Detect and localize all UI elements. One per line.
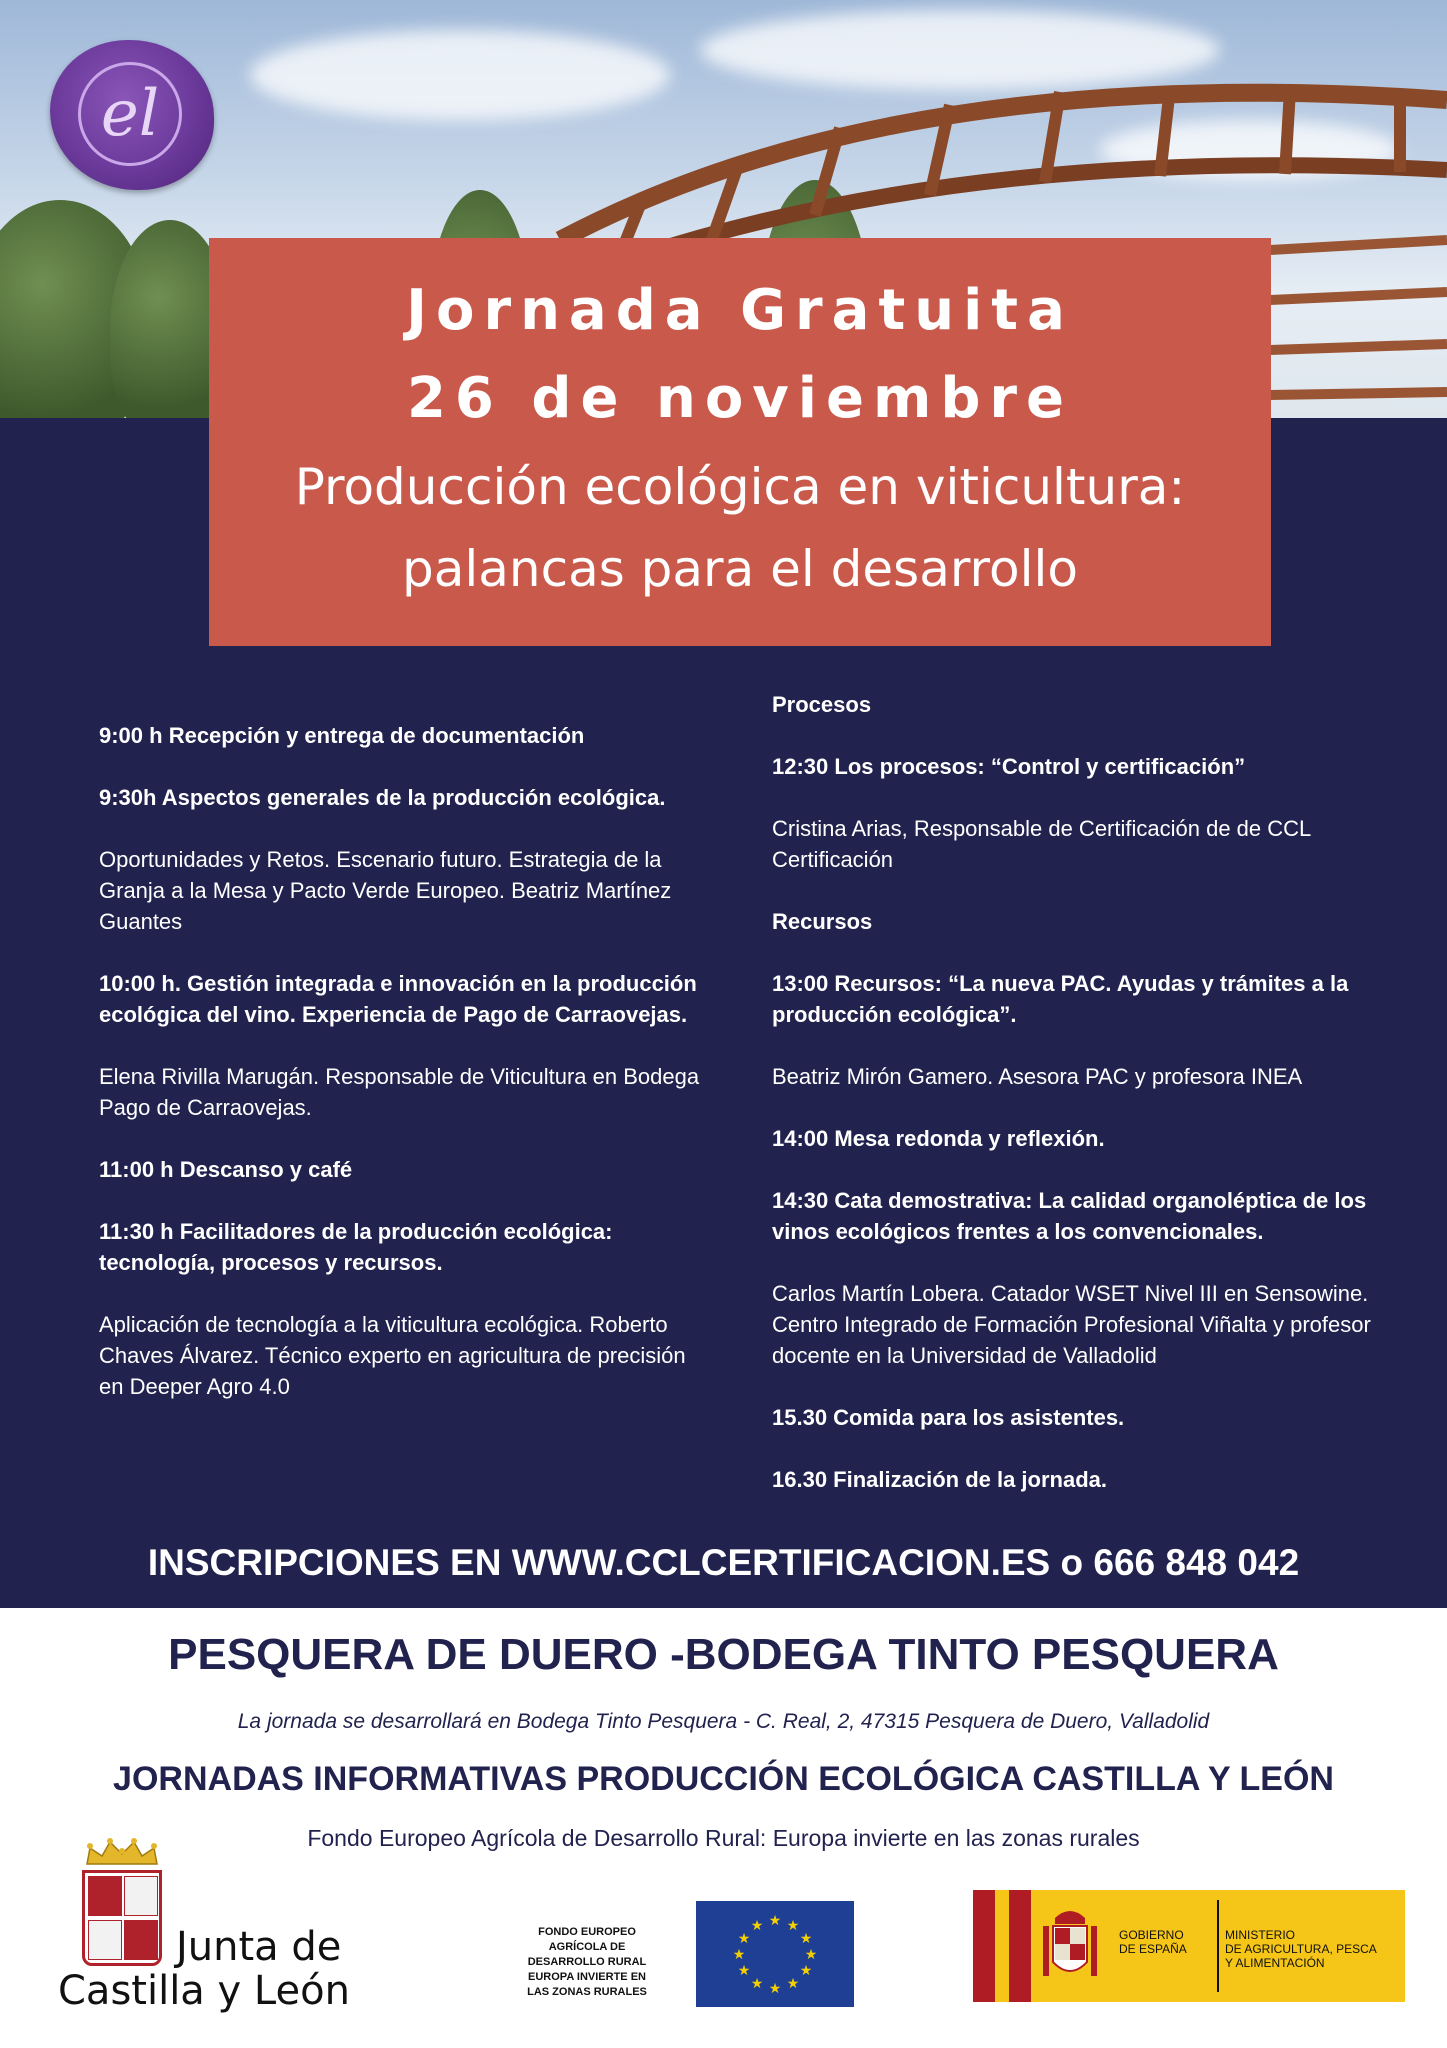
svg-text:★: ★ xyxy=(804,1946,818,1962)
svg-text:★: ★ xyxy=(750,1975,764,1991)
crown-icon xyxy=(82,1836,162,1866)
fund-line: Fondo Europeo Agrícola de Desarrollo Rural: Europa invierte en las zonas rurales xyxy=(307,1825,1140,1851)
program-item: 16.30 Finalización de la jornada. xyxy=(772,1467,1108,1492)
section-heading: Recursos xyxy=(772,909,873,934)
feader-line: LAS ZONAS RURALES xyxy=(527,1986,647,1998)
feader-line: EUROPA INVIERTE EN xyxy=(528,1971,646,1983)
svg-text:★: ★ xyxy=(737,1930,751,1946)
program-item: Oportunidades y Retos. Escenario futuro. Estrategia de la Granja a la Mesa y Pacto Verde Europeo. Beatriz Martínez Guantes xyxy=(99,847,672,934)
eu-flag-icon xyxy=(696,1901,854,2007)
venue-address: La jornada se desarrollará en Bodega Tinto Pesquera - C. Real, 2, 47315 Pesquera de Duero, Valladolid xyxy=(237,1710,1210,1733)
program-item: 12:30 Los procesos: “Control y certificación” xyxy=(772,754,1246,779)
event-subtitle-line1: Producción ecológica en viticultura: xyxy=(294,458,1186,516)
svg-text:★: ★ xyxy=(768,1912,782,1928)
feader-line: AGRÍCOLA DE xyxy=(548,1941,626,1953)
program-item: 9:30h Aspectos generales de la producción ecológica. xyxy=(99,785,666,810)
event-subtitle-line2: palancas para el desarrollo xyxy=(402,540,1078,598)
event-title: Jornada Gratuita xyxy=(406,278,1074,343)
program-item: Cristina Arias, Responsable de Certificación de de CCL Certificación xyxy=(772,816,1311,872)
gobierno-line: GOBIERNO xyxy=(1119,1928,1184,1942)
program-item: Aplicación de tecnología a la viticultura ecológica. Roberto Chaves Álvarez. Técnico experto en agricultura de precisión en Deeper Agro 4.0 xyxy=(99,1312,686,1399)
ministerio-line: Y ALIMENTACIÓN xyxy=(1225,1956,1325,1970)
program-item: 9:00 h Recepción y entrega de documentación xyxy=(99,723,585,748)
jcl-line1: Junta de xyxy=(176,1924,342,1970)
gobierno-espana-logo xyxy=(973,1890,1405,2002)
program-item: 13:00 Recursos: “La nueva PAC. Ayudas y trámites a la producción ecológica”. xyxy=(772,971,1349,1027)
svg-text:★: ★ xyxy=(737,1962,751,1978)
section-heading: Procesos xyxy=(772,692,872,717)
title-box xyxy=(209,238,1271,646)
event-date: 26 de noviembre xyxy=(406,366,1074,431)
program-item: 14:30 Cata demostrativa: La calidad organoléptica de los vinos ecológicos frentes a los convencionales. xyxy=(772,1188,1367,1244)
flag-stripe xyxy=(973,1890,995,2002)
castle-quarter xyxy=(88,1876,122,1916)
seal-letter: el xyxy=(78,62,182,166)
program-left-column xyxy=(99,720,709,1433)
program-item: 15.30 Comida para los asistentes. xyxy=(772,1405,1125,1430)
program-item: Carlos Martín Lobera. Catador WSET Nivel III en Sensowine. Centro Integrado de Formación Profesional Viñalta y profesor docente en la Universidad de Valladolid xyxy=(772,1281,1371,1368)
program-item: Beatriz Mirón Gamero. Asesora PAC y profesora INEA xyxy=(772,1064,1303,1089)
program-item: Elena Rivilla Marugán. Responsable de Viticultura en Bodega Pago de Carraovejas. xyxy=(99,1064,700,1120)
venue-title: PESQUERA DE DUERO -BODEGA TINTO PESQUERA xyxy=(168,1630,1279,1679)
svg-text:★: ★ xyxy=(768,1980,782,1996)
lion-quarter xyxy=(124,1876,158,1916)
feader-line: DESARROLLO RURAL xyxy=(527,1956,647,1968)
series-title: JORNADAS INFORMATIVAS PRODUCCIÓN ECOLÓGICA CASTILLA Y LEÓN xyxy=(113,1760,1334,1798)
svg-text:★: ★ xyxy=(750,1917,764,1933)
svg-text:★: ★ xyxy=(786,1917,800,1933)
svg-text:★: ★ xyxy=(732,1946,746,1962)
program-item: 14:00 Mesa redonda y reflexión. xyxy=(772,1126,1105,1151)
ministerio-line: MINISTERIO xyxy=(1225,1928,1296,1942)
ministerio-line: DE AGRICULTURA, PESCA xyxy=(1225,1942,1377,1956)
registration-line: INSCRIPCIONES EN WWW.CCLCERTIFICACION.ES o 666 848 042 xyxy=(147,1542,1300,1583)
flag-stripe xyxy=(1009,1890,1031,2002)
gobierno-text xyxy=(1119,1928,1209,1956)
gobierno-line: DE ESPAÑA xyxy=(1119,1942,1187,1956)
divider xyxy=(1217,1900,1219,1992)
junta-castilla-leon-logo xyxy=(58,1925,378,2013)
ministerio-text xyxy=(1225,1928,1405,1970)
program-item: 11:00 h Descanso y café xyxy=(99,1157,353,1182)
program-item: 11:30 h Facilitadores de la producción ecológica: tecnología, procesos y recursos. xyxy=(99,1219,613,1275)
svg-text:★: ★ xyxy=(799,1930,813,1946)
program-right-column xyxy=(772,689,1382,1526)
svg-text:★: ★ xyxy=(799,1962,813,1978)
spain-coat-of-arms-icon xyxy=(1035,1904,1105,1986)
feader-line: FONDO EUROPEO xyxy=(538,1926,636,1938)
svg-text:★: ★ xyxy=(786,1975,800,1991)
feader-text xyxy=(512,1925,662,2000)
program-item: 10:00 h. Gestión integrada e innovación en la producción ecológica del vino. Experiencia de Pago de Carraovejas. xyxy=(99,971,697,1027)
jcl-line2: Castilla y León xyxy=(58,1968,350,2014)
